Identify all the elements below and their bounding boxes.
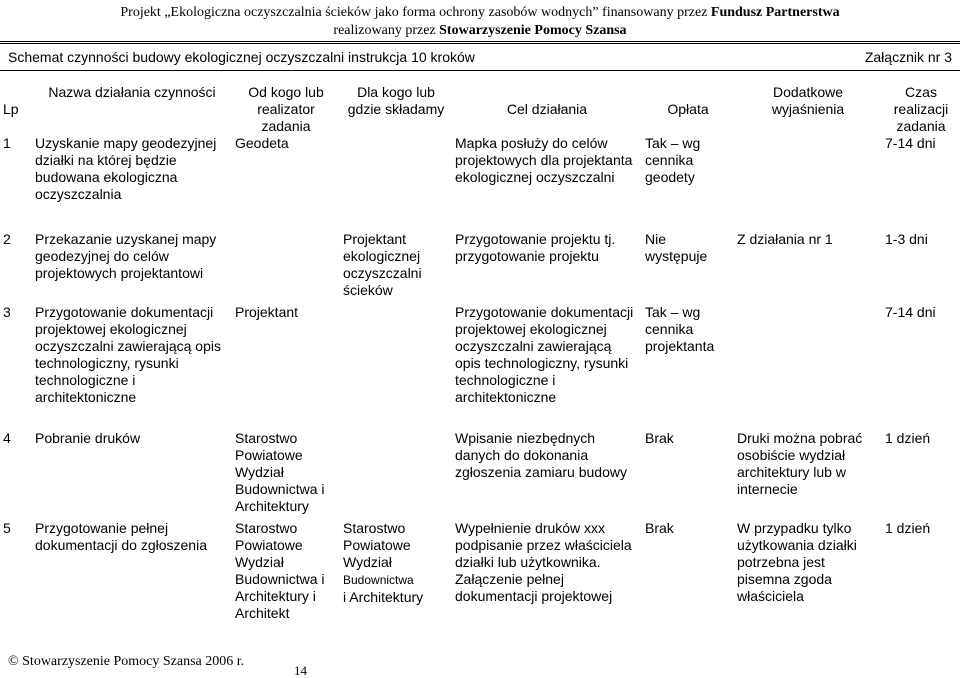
row-to: Projektant ekologicznej oczyszczalni ścieków bbox=[343, 231, 422, 298]
row-to-part-c: i Architektury bbox=[343, 589, 424, 605]
row-goal: Wypełnienie druków xxx podpisanie przez właściciela działki lub użytkownika. Załączenie pełnej dokumentacji projektowej bbox=[455, 520, 632, 604]
header-rule-top bbox=[0, 41, 960, 42]
row-lp: 5 bbox=[3, 520, 11, 536]
table-row bbox=[0, 231, 960, 304]
row-time: 1 dzień bbox=[885, 520, 931, 536]
row-fee: Brak bbox=[645, 520, 674, 536]
header-fee: Opłata bbox=[667, 101, 709, 117]
header-line2-bold: Stowarzyszenie Pomocy Szansa bbox=[439, 23, 627, 38]
row-fee: Tak – wg cennika projektanta bbox=[645, 304, 715, 354]
header-goal: Cel działania bbox=[506, 101, 588, 117]
row-notes bbox=[734, 304, 882, 430]
row-lp: 4 bbox=[3, 430, 11, 446]
row-action: Uzyskanie mapy geodezyjnej działki na której będzie budowana ekologiczna oczyszczalnia bbox=[35, 135, 217, 202]
row-notes: Z działania nr 1 bbox=[737, 231, 833, 247]
row-goal: Mapka posłuży do celów projektowych dla projektanta ekologicznej oczyszczalni bbox=[455, 135, 633, 185]
row-time: 7-14 dni bbox=[885, 304, 936, 320]
header-line1-bold: Fundusz Partnerstwa bbox=[710, 5, 840, 20]
footer-copyright: © Stowarzyszenie Pomocy Szansa 2006 r. bbox=[8, 654, 245, 669]
subtitle-text: Schemat czynności budowy ekologicznej oczyszczalni instrukcja 10 kroków bbox=[8, 49, 475, 65]
row-goal: Przygotowanie dokumentacji projektowej ekologicznej oczyszczalni zawierającą opis technologiczny, rysunki technologiczne i architektoniczne bbox=[455, 304, 634, 405]
row-time: 1-3 dni bbox=[885, 231, 928, 247]
row-to bbox=[340, 135, 452, 231]
row-notes bbox=[734, 135, 882, 231]
row-to bbox=[340, 520, 452, 622]
row-notes: W przypadku tylko użytkowania działki potrzebna jest pisemna zgoda właściciela bbox=[737, 520, 857, 604]
project-header-line1 bbox=[0, 4, 960, 22]
header-rule-bottom bbox=[0, 43, 960, 44]
table-row bbox=[0, 520, 960, 622]
row-to-part-a: Starostwo Powiatowe Wydział bbox=[343, 520, 411, 570]
header-action: Nazwa działania czynności bbox=[48, 84, 216, 100]
row-action: Przygotowanie pełnej dokumentacji do zgłoszenia bbox=[35, 520, 207, 553]
header-line2-text: realizowany przez bbox=[333, 23, 440, 38]
row-from bbox=[232, 231, 340, 304]
page-number: 14 bbox=[294, 663, 307, 678]
header-notes: Dodatkowe wyjaśnienia bbox=[771, 84, 845, 117]
row-from: Projektant bbox=[235, 304, 299, 320]
attachment-label: Załącznik nr 3 bbox=[864, 49, 952, 65]
row-lp: 2 bbox=[3, 231, 11, 247]
row-goal: Przygotowanie projektu tj. przygotowanie projektu bbox=[455, 231, 616, 264]
row-from: Geodeta bbox=[235, 135, 289, 151]
header-to: Dla kogo lub gdzie składamy bbox=[347, 84, 445, 117]
header-lp: Lp bbox=[3, 101, 19, 117]
row-action: Pobranie druków bbox=[35, 430, 141, 446]
row-lp: 1 bbox=[3, 135, 11, 151]
row-from: Starostwo Powiatowe Wydział Budownictwa i Architektury bbox=[235, 430, 325, 514]
row-fee: Brak bbox=[645, 430, 674, 446]
row-time: 1 dzień bbox=[885, 430, 931, 446]
table-row bbox=[0, 304, 960, 430]
document-subtitle bbox=[8, 48, 952, 66]
row-from: Starostwo Powiatowe Wydział Budownictwa i Architektury i Architekt bbox=[235, 520, 325, 621]
row-fee: Nie występuje bbox=[645, 231, 708, 264]
row-goal: Wpisanie niezbędnych danych do dokonania zgłoszenia zamiaru budowy bbox=[455, 430, 627, 480]
table-row bbox=[0, 430, 960, 520]
row-to bbox=[340, 304, 452, 430]
header-time: Czas realizacji zadania bbox=[893, 84, 949, 134]
row-action: Przygotowanie dokumentacji projektowej ekologicznej oczyszczalni zawierającą opis technologiczny, rysunki technologiczne i architektoniczne bbox=[35, 304, 221, 405]
row-lp: 3 bbox=[3, 304, 11, 320]
header-line1-text: Projekt „Ekologiczna oczyszczalnia ścieków jako forma ochrony zasobów wodnych” finansowany przez bbox=[120, 5, 711, 20]
row-to-part-b: Budownictwa bbox=[343, 573, 414, 587]
row-time: 7-14 dni bbox=[885, 135, 936, 151]
row-notes: Druki można pobrać osobiście wydział architektury lub w internecie bbox=[737, 430, 863, 497]
table-row bbox=[0, 135, 960, 231]
row-to bbox=[340, 430, 452, 520]
row-fee: Tak – wg cennika geodety bbox=[645, 135, 701, 185]
row-action: Przekazanie uzyskanej mapy geodezyjnej do celów projektowych projektantowi bbox=[35, 231, 217, 281]
project-header-line2 bbox=[0, 22, 960, 40]
schedule-table bbox=[0, 84, 960, 622]
header-from: Od kogo lub realizator zadania bbox=[248, 84, 324, 134]
table-header-row bbox=[0, 84, 960, 135]
subtitle-rule bbox=[0, 70, 960, 71]
